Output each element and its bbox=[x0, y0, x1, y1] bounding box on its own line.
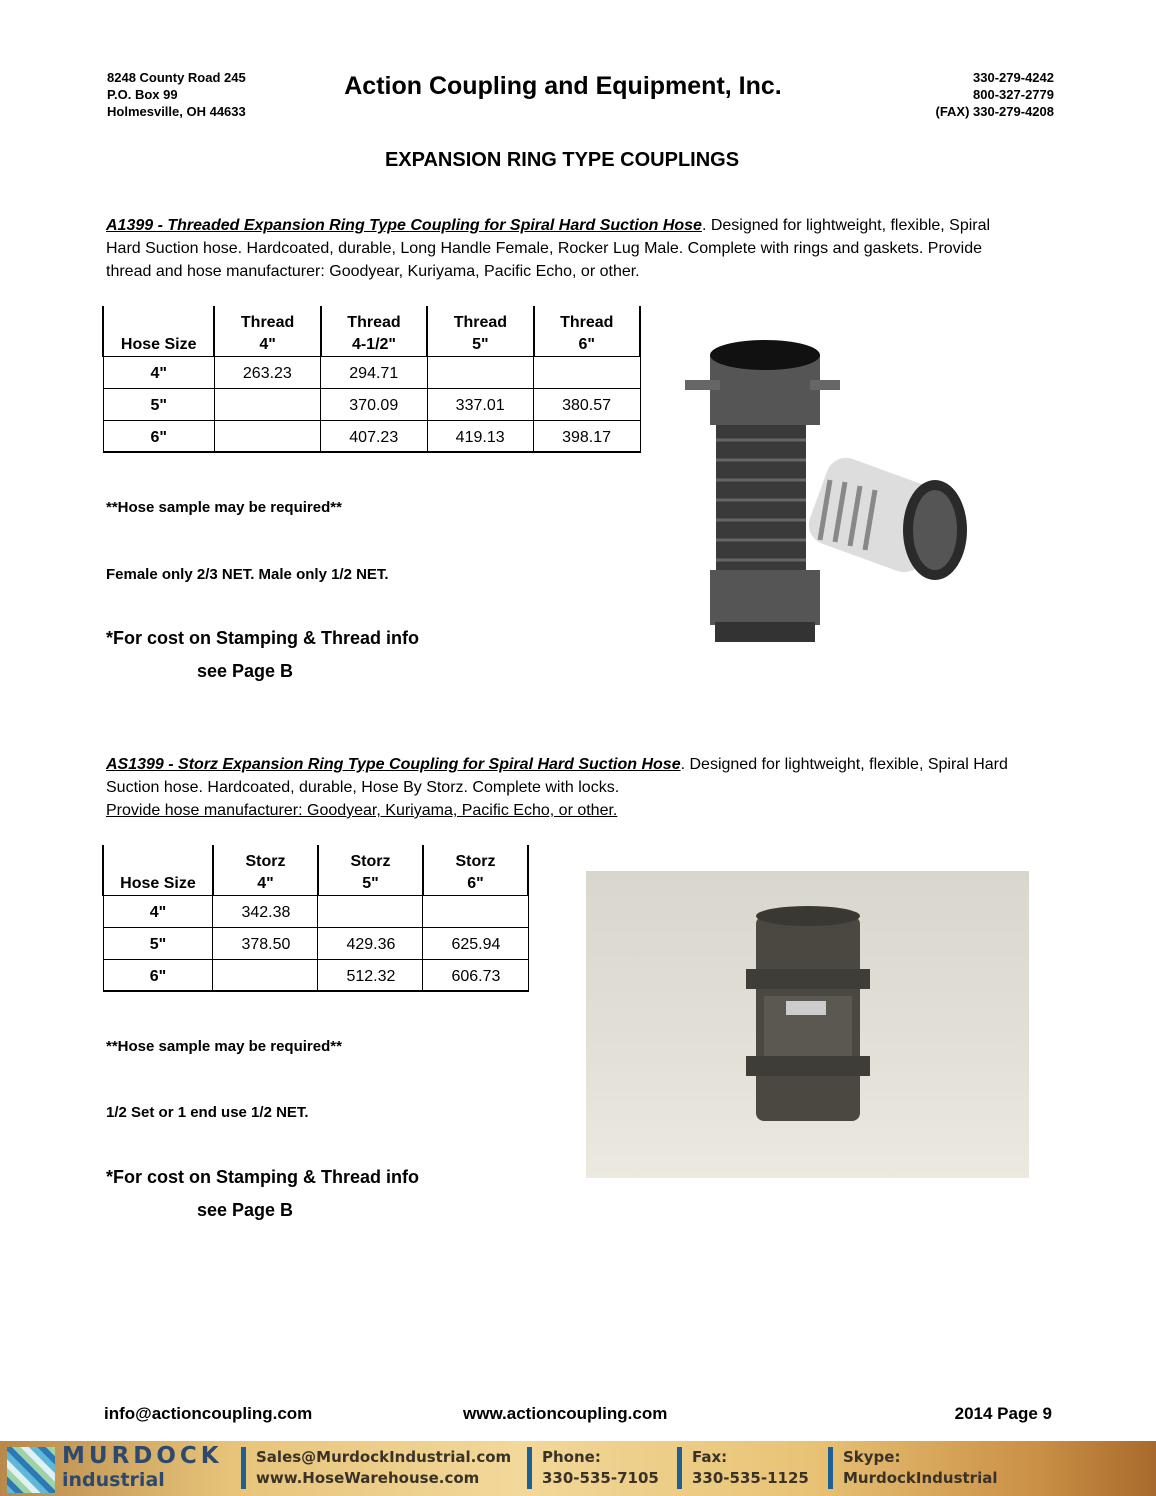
price-cell bbox=[214, 420, 320, 452]
phone-line: 330-279-4242 bbox=[973, 70, 1054, 85]
table-row bbox=[103, 959, 528, 991]
product-title: AS1399 - Storz Expansion Ring Type Coupling for Spiral Hard Suction Hose bbox=[106, 756, 681, 773]
header-text: 5" bbox=[472, 335, 489, 353]
address-line: Holmesville, OH 44633 bbox=[107, 104, 246, 119]
header-text: 6" bbox=[578, 335, 596, 353]
stamping-cost-note bbox=[106, 1161, 419, 1227]
price-cell: 429.36 bbox=[318, 927, 423, 959]
hose-size-cell: 6" bbox=[103, 420, 214, 452]
column-header bbox=[318, 845, 423, 895]
price-cell: 419.13 bbox=[427, 420, 533, 452]
page-title: EXPANSION RING TYPE COUPLINGS bbox=[384, 149, 740, 171]
price-table-storz bbox=[102, 845, 529, 992]
logo-text-bottom: industrial bbox=[62, 1469, 165, 1491]
header-text bbox=[106, 851, 210, 873]
banner-website[interactable]: www.HoseWarehouse.com bbox=[256, 1469, 480, 1487]
price-cell bbox=[423, 895, 528, 927]
address-line: 8248 County Road 245 bbox=[107, 70, 246, 85]
hose-size-cell: 5" bbox=[103, 388, 214, 420]
header-text: Storz bbox=[455, 852, 496, 870]
header-text: Thread bbox=[347, 313, 401, 331]
net-pricing-note: Female only 2/3 NET. Male only 1/2 NET. bbox=[106, 566, 389, 583]
product-description-a1399 bbox=[106, 214, 1026, 283]
price-table-threaded bbox=[102, 306, 641, 453]
column-header bbox=[103, 306, 214, 356]
storz-coupling-photo bbox=[586, 871, 1029, 1178]
banner-phone: 330-535-7105 bbox=[542, 1469, 659, 1487]
table-row bbox=[103, 420, 640, 452]
price-cell: 337.01 bbox=[427, 388, 533, 420]
header-text: Thread bbox=[240, 313, 295, 331]
hose-size-cell: 6" bbox=[103, 959, 213, 991]
price-cell: 625.94 bbox=[423, 927, 528, 959]
price-cell: 380.57 bbox=[534, 388, 640, 420]
banner-skype: MurdockIndustrial bbox=[843, 1469, 998, 1487]
price-cell bbox=[213, 959, 318, 991]
price-cell: 294.71 bbox=[321, 356, 427, 388]
price-cell bbox=[318, 895, 423, 927]
table-header-row bbox=[103, 306, 640, 356]
footer-page-number: 2014 Page 9 bbox=[954, 1404, 1052, 1423]
product-description-as1399 bbox=[106, 753, 1026, 822]
hose-size-cell: 4" bbox=[103, 895, 213, 927]
table-row bbox=[103, 927, 528, 959]
murdock-banner bbox=[0, 1441, 1156, 1496]
column-header bbox=[534, 306, 640, 356]
hose-sample-note: **Hose sample may be required** bbox=[106, 1038, 342, 1055]
phone-label: Phone: bbox=[542, 1448, 601, 1466]
price-cell: 370.09 bbox=[321, 388, 427, 420]
table-row bbox=[103, 895, 528, 927]
table-row bbox=[103, 388, 640, 420]
price-cell: 606.73 bbox=[423, 959, 528, 991]
see-page-ref: see Page B bbox=[197, 1200, 294, 1220]
price-cell bbox=[534, 356, 640, 388]
header-text: Hose Size bbox=[120, 874, 196, 892]
column-header bbox=[427, 306, 533, 356]
see-page-ref: see Page B bbox=[197, 661, 294, 681]
net-pricing-note: 1/2 Set or 1 end use 1/2 NET. bbox=[106, 1104, 309, 1121]
cost-note-line: *For cost on Stamping & Thread info bbox=[106, 1167, 420, 1187]
hose-sample-note: **Hose sample may be required** bbox=[106, 499, 342, 516]
product-text: . Designed for lightweight, flexible, Spiral Hard Suction hose. Hardcoated, durable, Long Handle Female, Rocker Lug Male. Complete with rings and gaskets. Provide thread and hose manufacturer: Goodyear, Kuriyama, Pacific Echo, or other. bbox=[106, 217, 991, 280]
banner-fax: 330-535-1125 bbox=[692, 1469, 809, 1487]
phone-line: 800-327-2779 bbox=[973, 87, 1054, 102]
price-cell: 263.23 bbox=[214, 356, 320, 388]
murdock-logo-icon bbox=[7, 1447, 55, 1493]
product-text-underlined: Provide hose manufacturer: Goodyear, Kuriyama, Pacific Echo, or other. bbox=[106, 802, 618, 819]
banner-email[interactable]: Sales@MurdockIndustrial.com bbox=[256, 1448, 512, 1466]
footer-email[interactable]: info@actioncoupling.com bbox=[104, 1404, 313, 1423]
logo-text-top: MURDOCK bbox=[62, 1443, 223, 1469]
column-header bbox=[321, 306, 427, 356]
column-header bbox=[214, 306, 320, 356]
table-header-row bbox=[103, 845, 528, 895]
murdock-logo bbox=[62, 1444, 223, 1492]
footer-website[interactable]: www.actioncoupling.com bbox=[463, 1404, 668, 1423]
fax-line: (FAX) 330-279-4208 bbox=[935, 104, 1054, 119]
header-text: 4-1/2" bbox=[351, 335, 396, 353]
price-cell: 407.23 bbox=[321, 420, 427, 452]
product-title: A1399 - Threaded Expansion Ring Type Coupling for Spiral Hard Suction Hose bbox=[106, 217, 702, 234]
column-header bbox=[423, 845, 528, 895]
header-text: Storz bbox=[245, 852, 286, 870]
table-row bbox=[103, 356, 640, 388]
header-text: 6" bbox=[467, 874, 484, 892]
company-name: Action Coupling and Equipment, Inc. bbox=[344, 72, 782, 100]
header-text: 5" bbox=[362, 874, 379, 892]
price-cell bbox=[427, 356, 533, 388]
cost-note-line: *For cost on Stamping & Thread info bbox=[106, 628, 420, 648]
header-text bbox=[106, 312, 211, 334]
address-line: P.O. Box 99 bbox=[107, 87, 178, 102]
fax-label: Fax: bbox=[692, 1448, 728, 1466]
column-header bbox=[103, 845, 213, 895]
threaded-coupling-photo bbox=[680, 330, 980, 650]
header-text: Storz bbox=[350, 852, 391, 870]
stamping-cost-note bbox=[106, 622, 419, 688]
price-cell: 398.17 bbox=[534, 420, 640, 452]
price-cell: 378.50 bbox=[213, 927, 318, 959]
header-text: Thread bbox=[453, 313, 508, 331]
price-cell: 342.38 bbox=[213, 895, 318, 927]
company-phones bbox=[935, 69, 1054, 120]
header-text: Thread bbox=[560, 313, 614, 331]
hose-size-cell: 4" bbox=[103, 356, 214, 388]
price-cell: 512.32 bbox=[318, 959, 423, 991]
hose-size-cell: 5" bbox=[103, 927, 213, 959]
price-cell bbox=[214, 388, 320, 420]
column-header bbox=[213, 845, 318, 895]
product-text: . Designed for lightweight, flexible, Spiral Hard Suction hose. Hardcoated, durable, Hose By Storz. Complete with locks. bbox=[106, 756, 1008, 796]
header-text: 4" bbox=[259, 335, 276, 353]
header-text: Hose Size bbox=[120, 335, 197, 353]
header-text: 4" bbox=[257, 874, 274, 892]
skype-label: Skype: bbox=[843, 1448, 901, 1466]
